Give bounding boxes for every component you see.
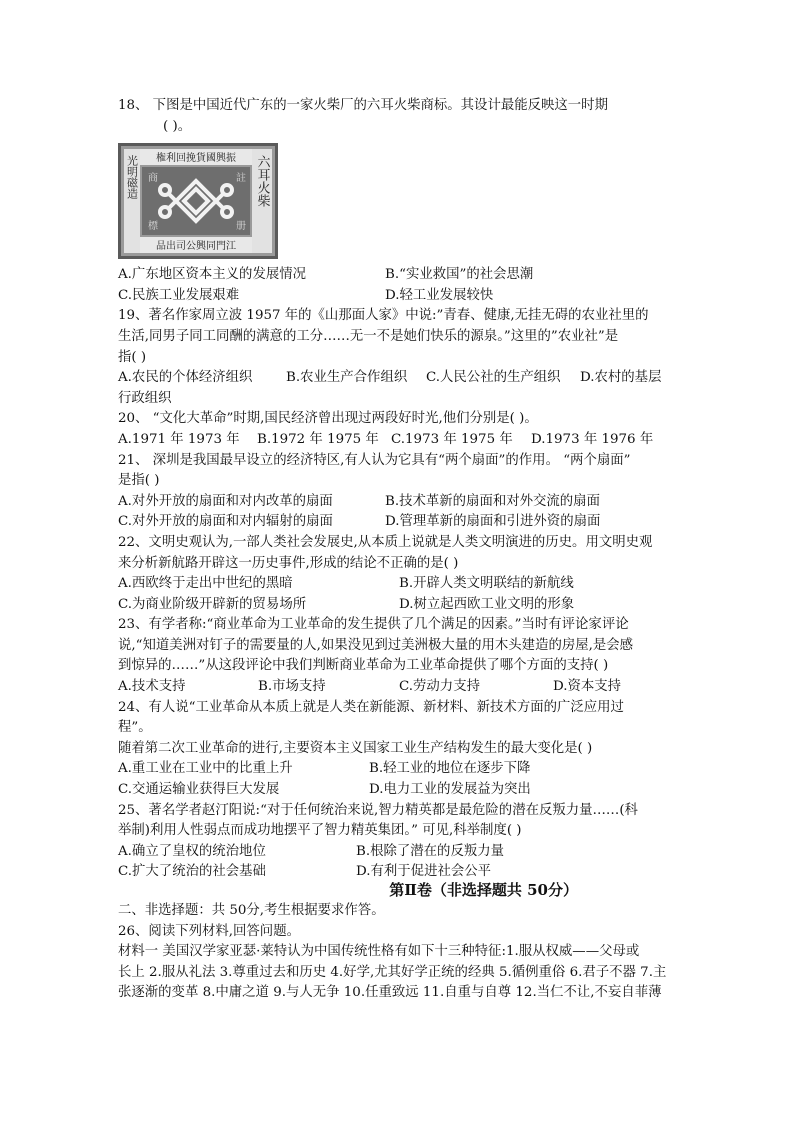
q18-options-row1 — [118, 265, 680, 286]
q21-options-row1 — [118, 492, 680, 513]
q25-option-c[interactable]: C.扩大了统治的社会基础 — [118, 864, 266, 880]
q24-option-c[interactable]: C.交通运输业获得巨大发展 — [118, 782, 280, 798]
q21-option-a[interactable]: A.对外开放的扇面和对内改革的扇面 — [118, 493, 333, 509]
question-22 — [118, 533, 680, 615]
q20-option-a[interactable]: A.1971 年 1973 年 — [118, 431, 240, 447]
q21-option-d[interactable]: D.管理革新的扇面和引进外资的扇面 — [385, 514, 601, 530]
question-25 — [118, 801, 680, 883]
q23-stem-line2: 说,“知道美洲对钉子的需要量的人,如果没见到过美洲极大量的用木头建造的房屋,是会感 — [118, 637, 634, 653]
q22-option-d[interactable]: D.树立起西欧工业文明的形象 — [399, 596, 575, 612]
q18-option-a[interactable]: A.广东地区资本主义的发展情况 — [118, 267, 307, 283]
q19-option-d[interactable]: D.农村的基层 — [580, 370, 662, 386]
q25-options-row1 — [118, 842, 680, 863]
question-18 — [118, 96, 680, 306]
q18-stem-line1: 18、 下图是中国近代广东的一家火柴厂的六耳火柴商标。其设计最能反映这一时期 — [118, 98, 608, 113]
label-inner-tr: 註 — [236, 173, 246, 185]
q21-option-b[interactable]: B.技术革新的扇面和对外交流的扇面 — [385, 493, 600, 509]
q23-options-row — [118, 677, 680, 698]
q18-options-row2 — [118, 286, 680, 307]
q22-option-b[interactable]: B.开辟人类文明联结的新航线 — [399, 576, 574, 592]
q23-option-b[interactable]: B.市场支持 — [258, 679, 326, 695]
label-inner-br: 册 — [236, 221, 246, 233]
q24-option-b[interactable]: B.轻工业的地位在逐步下降 — [369, 761, 531, 777]
q20-options-row — [118, 430, 680, 451]
q22-options-row1 — [118, 574, 680, 595]
q22-stem-line1: 22、文明史观认为,一部人类社会发展史,从本质上说就是人类文明演进的历史。用文明史观 — [118, 534, 653, 550]
q24-stem-line1: 24、有人说“工业革命从本质上就是人类在新能源、新材料、新技术方面的广泛应用过 — [118, 699, 624, 715]
q26-material-line3: 张逐渐的变革 8.中庸之道 9.与人无争 10.任重致远 11.自重与自尊 12.当仁不让,不妄自菲薄 — [118, 985, 662, 1001]
q19-option-c[interactable]: C.人民公社的生产组织 — [426, 370, 561, 386]
question-20 — [118, 409, 680, 450]
q22-stem-line2: 来分析新航路开辟这一历史事件,形成的结论不正确的是( ) — [118, 555, 459, 571]
q19-option-b[interactable]: B.农业生产合作组织 — [286, 370, 408, 386]
q26-material-line1: 材料一 美国汉学家亚瑟·莱特认为中国传统性格有如下十三种特征:1.服从权威——父母或 — [118, 944, 640, 960]
q18-option-c[interactable]: C.民族工业发展艰难 — [118, 287, 240, 303]
q25-stem-line1: 25、著名学者赵汀阳说:“对于任何统治来说,智力精英都是最危险的潜在反叛力量……(科 — [118, 802, 638, 818]
q23-option-a[interactable]: A.技术支持 — [118, 679, 186, 695]
q24-options-row2 — [118, 780, 680, 801]
label-inner-tl: 商 — [148, 173, 158, 185]
q21-stem-line1: 21、 深圳是我国最早设立的经济特区,有人认为它具有“两个扇面”的作用。 “两个扇面” — [118, 452, 631, 468]
q24-stem-line2: 程”。 — [118, 720, 152, 736]
q20-option-c[interactable]: C.1973 年 1975 年 — [391, 431, 513, 447]
q20-option-b[interactable]: B.1972 年 1975 年 — [257, 431, 379, 447]
q25-option-a[interactable]: A.确立了皇权的统治地位 — [118, 843, 266, 859]
q19-option-a[interactable]: A.农民的个体经济组织 — [118, 370, 253, 386]
section-2-title: 第Ⅱ卷（非选择题共 50分） — [389, 881, 578, 899]
exam-page — [118, 96, 680, 1004]
question-23 — [118, 615, 680, 697]
q24-option-a[interactable]: A.重工业在工业中的比重上升 — [118, 761, 293, 777]
q21-options-row2 — [118, 512, 680, 533]
q23-option-c[interactable]: C.劳动力支持 — [399, 679, 480, 695]
q19-stem-line2: 生活,同男子同工同酬的满意的工分……无一不是她们快乐的源泉。”这里的”农业社”是 — [118, 328, 619, 344]
q25-stem-line2: 举制)利用人性弱点而成功地摆平了智力精英集团。” 可见,科举制度( ) — [118, 823, 522, 839]
q20-stem-line1: 20、 “文化大革命”时期,国民经济曾出现过两段好时光,他们分别是( )。 — [118, 411, 538, 427]
q23-option-d[interactable]: D.资本支持 — [553, 679, 622, 695]
q23-stem-line3: 到惊异的……”从这段评论中我们判断商业革命为工业革命提供了哪个方面的支持( ) — [118, 658, 609, 674]
matchbox-label-image — [118, 143, 278, 259]
q19-option-d-cont: 行政组织 — [118, 390, 172, 406]
label-bottom-text: 品出司公興同門江 — [156, 241, 236, 253]
q18-option-b[interactable]: B.“实业救国”的社会思潮 — [385, 267, 534, 283]
q18-option-d[interactable]: D.轻工业发展较快 — [385, 287, 494, 303]
q24-options-row1 — [118, 759, 680, 780]
question-19 — [118, 306, 680, 409]
q19-stem-line1: 19、著名作家周立波 1957 年的《山那面人家》中说:”青春、健康,无挂无碍的农业社里的 — [118, 308, 649, 324]
label-left-text: 光明磁造 — [125, 155, 139, 200]
question-24 — [118, 698, 680, 801]
label-top-text: 権利回挽貨國興振 — [156, 153, 236, 165]
q22-option-a[interactable]: A.西欧终于走出中世纪的黑暗 — [118, 576, 293, 592]
q25-option-b[interactable]: B.根除了潜在的反叛力量 — [356, 843, 505, 859]
question-21 — [118, 451, 680, 533]
section-2-intro: 二、非选择题：共 50分,考生根据要求作答。 — [118, 903, 385, 918]
label-inner-bl: 標 — [148, 221, 158, 233]
q24-option-d[interactable]: D.电力工业的发展益为突出 — [369, 782, 531, 798]
q18-stem-line2: ( )。 — [163, 118, 192, 134]
label-right-text: 六耳火柴 — [254, 155, 270, 208]
section-2 — [118, 880, 680, 1004]
q20-option-d[interactable]: D.1973 年 1976 年 — [531, 431, 654, 447]
q26-material-line2: 长上 2.服从礼法 3.尊重过去和历史 4.好学,尤其好学正统的经典 5.循例重俗 6.君子不器 7.主 — [118, 964, 667, 980]
q21-option-c[interactable]: C.对外开放的扇面和对内辐射的扇面 — [118, 514, 333, 530]
q24-stem-line3: 随着第二次工业革命的进行,主要资本主义国家工业生产结构发生的最大变化是( ) — [118, 740, 593, 756]
q19-options-row — [118, 368, 680, 389]
q23-stem-line1: 23、有学者称:“商业革命为工业革命的发生提供了几个满足的因素。”当时有评论家评论 — [118, 617, 629, 633]
q25-option-d[interactable]: D.有利于促进社会公平 — [356, 864, 492, 880]
q26-stem: 26、阅读下列材料,回答问题。 — [118, 923, 300, 939]
q22-option-c[interactable]: C.为商业阶级开辟新的贸易场所 — [118, 596, 307, 612]
q22-options-row2 — [118, 595, 680, 616]
q19-stem-line3: 指( ) — [118, 349, 147, 365]
q21-stem-line2: 是指( ) — [118, 473, 160, 489]
